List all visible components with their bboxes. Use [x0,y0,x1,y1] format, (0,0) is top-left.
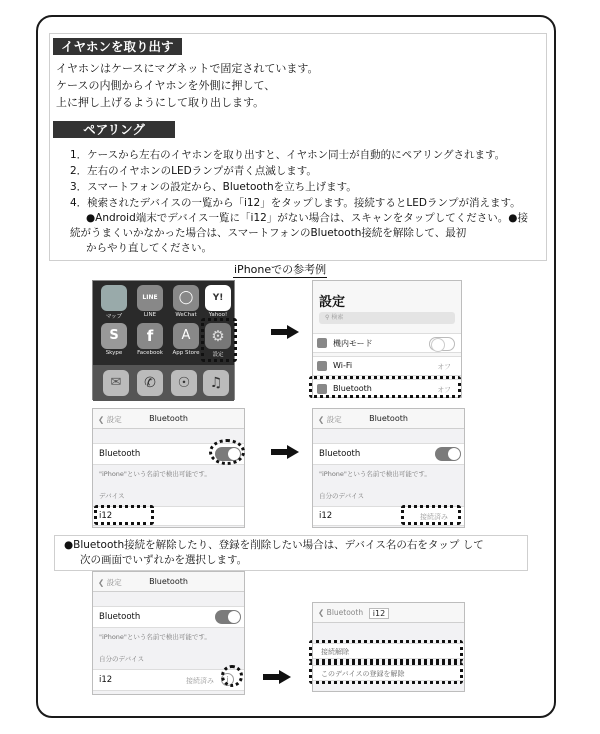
disconnect-note-1: ●Bluetooth接続を解除したり、登録を削除したい場合は、デバイス名の右をタップ して [64,539,484,551]
android-note-1: ●Android端末でデバイス一覧に「i12」がない場合は、スキャンをタップしてください。●接 [86,212,528,224]
devices-header: デバイス [99,492,125,500]
devices-header: 自分のデバイス [99,655,145,663]
airplane-label: 機内モード [333,339,373,348]
wifi-row[interactable] [313,356,461,376]
nav-bar [313,603,464,623]
step-2: 2．左右のイヤホンのLEDランプが青く点滅します。 [70,165,317,177]
nav-bar [313,409,464,429]
bluetooth-toggle[interactable] [215,610,241,624]
settings-highlight [201,318,237,362]
airplane-mode-row[interactable] [313,333,461,353]
app-label-wechat: WeChat [175,312,197,318]
section-title-pairing: ペアリング [53,121,175,138]
remove-line-1: イヤホンはケースにマグネットで固定されています。 [56,62,319,75]
app-label-yahoo: Yahoo! [208,312,228,318]
bluetooth-toggle-label: Bluetooth [99,449,141,459]
disconnect-option: 接続解除 [321,648,349,656]
device-name: i12 [99,511,113,521]
disconnect-highlight [309,640,463,662]
bluetooth-toggle-label: Bluetooth [319,449,361,459]
step-3: 3．スマートフォンの設定から、Bluetoothを立ち上げます。 [70,181,357,193]
app-label-line: LINE [143,312,157,318]
back-link[interactable]: ❮ 設定 [318,415,342,424]
arrow-icon [271,445,301,459]
back-link[interactable]: ❮ Bluetooth [318,608,364,617]
back-link[interactable]: ❮ 設定 [98,415,122,424]
mail-icon[interactable]: ✉ [103,370,129,396]
app-label-facebook: Facebook [137,350,163,356]
search-icon: ⚲ [325,314,330,321]
settings-title: 設定 [319,295,346,310]
bluetooth-toggle-label: Bluetooth [99,612,141,622]
nav-title: Bluetooth [149,577,188,586]
bluetooth-toggle-row [93,606,244,628]
app-label-app-store: App Store [172,350,200,356]
remove-instructions [56,60,318,111]
app-label-map: マップ [105,314,123,320]
nav-title: Bluetooth [369,414,408,423]
search-input[interactable] [319,312,455,324]
android-note-3: からやり直してください。 [86,242,212,254]
device-name: i12 [99,675,113,685]
connection-status: 接続済み [420,513,448,521]
arrow-icon [263,670,293,684]
app-label-settings: 設定 [212,352,224,358]
section-title-remove-earphones: イヤホンを取り出す [53,38,182,55]
phone-icon[interactable]: ✆ [137,370,163,396]
android-note-2: 続がうまくいかなかった場合は、スマートフォンのBluetooth接続を解除して、最初 [70,227,467,239]
bluetooth-toggle[interactable] [435,447,461,461]
wifi-label: Wi-Fi [333,361,353,370]
music-icon[interactable]: ♫ [203,370,229,396]
wifi-icon [317,361,327,371]
forget-highlight [309,662,463,684]
airplane-icon [317,338,327,348]
app-label-skype: Skype [105,350,123,356]
step-4: 4．検索されたデバイスの一覧から「i12」をタップします。接続するとLEDランプが消えます。 [70,197,521,209]
nav-bar [93,409,244,429]
map-icon[interactable] [101,285,127,311]
safari-icon[interactable]: ☉ [171,370,197,396]
bluetooth-toggle-row [313,443,464,465]
wechat-icon[interactable]: ◯ [173,285,199,311]
pairing-steps [70,147,521,211]
discoverable-caption: "iPhone"という名前で検出可能です。 [319,470,431,478]
yahoo-icon[interactable]: Y! [205,285,231,311]
remove-line-3: 上に押し上げるようにして取り出します。 [56,96,265,109]
airplane-toggle[interactable] [429,337,455,351]
forget-device-option: このデバイスの登録を解除 [321,670,405,678]
back-link[interactable]: ❮ 設定 [98,578,122,587]
remove-line-2: ケースの内側からイヤホンを外側に押して、 [56,79,276,92]
line-icon[interactable]: LINE [137,285,163,311]
nav-title: Bluetooth [149,414,188,423]
device-name: i12 [319,511,333,521]
discoverable-caption: "iPhone"という名前で検出可能です。 [99,633,211,641]
toggle-highlight [209,439,245,465]
wifi-value: オフ [437,363,451,371]
settings-icon[interactable]: ⚙ [205,323,231,349]
device-highlight [94,505,154,525]
status-highlight [401,505,461,525]
app-store-icon[interactable]: A [173,323,199,349]
arrow-icon [271,325,301,339]
connection-status: 接続済み [186,677,214,685]
facebook-icon[interactable]: f [137,323,163,349]
info-highlight [221,665,243,687]
skype-icon[interactable]: S [101,323,127,349]
search-placeholder: 検索 [331,314,344,321]
discoverable-caption: "iPhone"という名前で検出可能です。 [99,470,211,478]
step-1: 1．ケースから左右のイヤホンを取り出すと、イヤホン同士が自動的にペアリングされます。 [70,149,506,161]
example-label: iPhoneでの参考例 [234,263,327,276]
bluetooth-label: Bluetooth [333,384,372,393]
nav-bar [93,572,244,592]
info-icon[interactable]: i [221,673,234,686]
bluetooth-highlight [309,376,461,398]
dock [93,365,234,401]
bluetooth-value: オフ [437,386,451,394]
disconnect-note-2: 次の画面でいずれかを選択します。 [80,554,248,566]
devices-header: 自分のデバイス [319,492,365,500]
nav-title: i12 [369,608,389,619]
